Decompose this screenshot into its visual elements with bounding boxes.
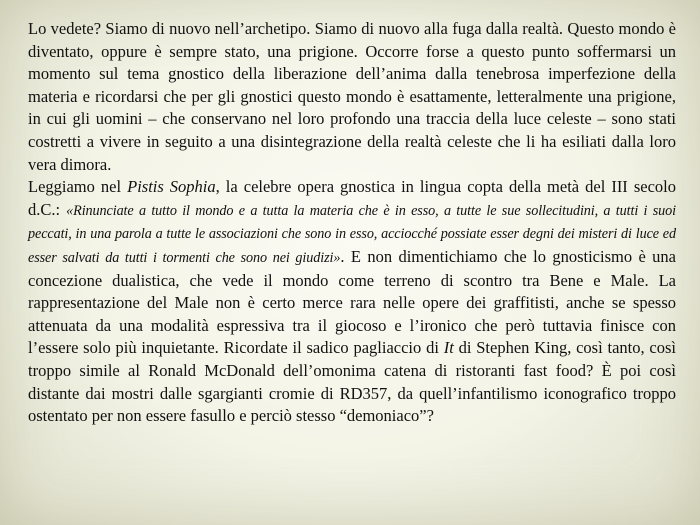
gnostic-quote: «Rinunciate a tutto il mondo e a tutta la materia che è in esso, a tutte le sue sollecitudini, a tutti i suoi peccati, in una parola a tutte le associazioni che sono in esso, acciocché possiate esser degni dei misteri di luce ed esser salvati da tutti i tormenti che sono nei giudizi» xyxy=(28,202,676,266)
paragraph-ending-text: di Stephen King, così tanto, così troppo simile al Ronald McDonald dell’omonima catena di ristoranti fast food? È poi così distante dai mostri dalle sgargianti cromie di RD357, da quell’infantilismo iconografico troppo ostentato per non essere fasullo e perciò stesso “demoniaco”? xyxy=(28,338,676,426)
paragraph-body-text: . E non dimentichiamo che lo gnosticismo è una concezione dualistica, che vede il mondo come terreno di scontro tra Bene e Male. La rappresentazione del Male non è certo merce rara nelle opere dei graffitisti, anche se spesso attenuata da una modalità espressiva tra il giocoso e l’ironico che però tuttavia finisce con l’essere solo più inquietante. Ricordate il sadico pagliaccio di xyxy=(28,246,676,358)
paragraph-archetype: Lo vedete? Siamo di nuovo nell’archetipo. Siamo di nuovo alla fuga dalla realtà. Questo mondo è diventato, oppure è sempre stato, una prigione. Occorre forse a questo punto soffermarsi un momento sul tema gnostico della liberazione dell’anima dalla tenebrosa imperfezione della materia e ricordarsi che per gli gnostici questo mondo è esattamente, letteralmente una prigione, in cui gli uomini – che conservano nel loro profondo una traccia della luce celeste – sono stati costretti a vivere in seguito a una disintegrazione della realtà celeste che li ha esiliati dalla loro vera dimora. xyxy=(28,19,676,174)
paragraph-title-context: , la celebre opera gnostica in lingua copta della metà del III secolo d.C.: xyxy=(28,177,676,219)
work-title-pistis-sophia: Pistis Sophia xyxy=(127,177,216,197)
paragraph-lead-text: Leggiamo nel xyxy=(28,177,128,197)
work-title-it: It xyxy=(443,338,454,358)
paragraph-pistis-sophia xyxy=(28,176,676,428)
slide-text-body xyxy=(28,18,676,428)
